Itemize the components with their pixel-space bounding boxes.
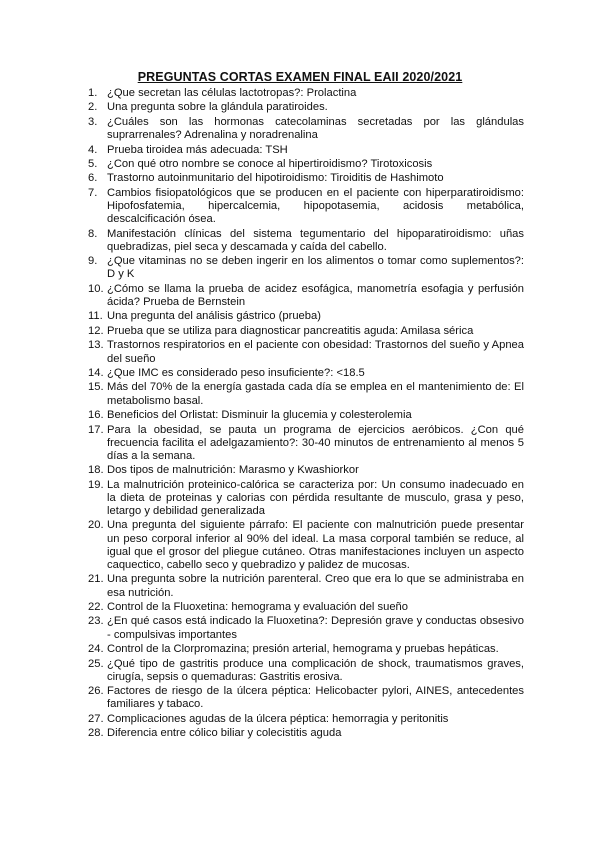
question-item — [88, 367, 524, 380]
question-item — [88, 325, 524, 338]
question-number: 5. — [88, 157, 98, 170]
question-item — [88, 643, 524, 656]
question-number: 7. — [88, 186, 98, 199]
question-text: Prueba tiroidea más adecuada: TSH — [107, 143, 288, 156]
question-item — [88, 158, 524, 171]
question-number: 15. — [88, 381, 104, 394]
question-item — [88, 464, 524, 477]
question-item — [88, 424, 524, 463]
question-number: 9. — [88, 255, 98, 268]
question-text: Manifestación clínicas del sistema tegumentario del hipoparatiroidismo: uñas quebradizas, piel seca y descamada y caída del cabello. — [107, 227, 524, 253]
question-number: 20. — [88, 519, 104, 532]
question-number: 16. — [88, 409, 104, 422]
question-number: 25. — [88, 657, 104, 670]
question-text: La malnutrición proteinico-calórica se caracteriza por: Un consumo inadecuado en la dieta de proteinas y calorias con pérdida resultante de musculo, grasa y peso, letargo y debilidad generalizada — [107, 478, 524, 518]
question-text: ¿Qué tipo de gastritis produce una complicación de shock, traumatismos graves, cirugía, sepsis o quemaduras: Gastritis erosiva. — [107, 657, 524, 683]
question-text: ¿Con qué otro nombre se conoce al hipertiroidismo? Tirotoxicosis — [107, 157, 433, 170]
page-title: PREGUNTAS CORTAS EXAMEN FINAL EAII 2020/2021 — [137, 70, 463, 84]
question-number: 3. — [88, 115, 98, 128]
question-text: Dos tipos de malnutrición: Marasmo y Kwashiorkor — [107, 464, 359, 477]
question-number: 10. — [88, 282, 104, 295]
question-text: ¿Cómo se llama la prueba de acidez esofágica, manometría esofagia y perfusión ácida? Prueba de Bernstein — [107, 282, 524, 309]
question-item — [88, 116, 524, 142]
question-text: Trastornos respiratorios en el paciente con obesidad: Trastornos del sueño y Apnea del sueño — [107, 339, 524, 365]
question-number: 19. — [88, 478, 104, 491]
question-number: 6. — [88, 172, 98, 185]
question-number: 14. — [88, 366, 104, 379]
question-number: 18. — [88, 464, 104, 477]
question-text: Diferencia entre cólico biliar y colecistitis aguda — [107, 727, 342, 740]
question-item — [88, 615, 524, 641]
question-item — [88, 381, 524, 407]
question-text: ¿Cuáles son las hormonas catecolaminas secretadas por las glándulas suprarrenales? Adrenalina y noradrenalina — [107, 115, 524, 142]
question-item — [88, 658, 524, 684]
question-item — [88, 172, 524, 185]
question-number: 21. — [88, 573, 104, 586]
question-text: Prueba que se utiliza para diagnosticar pancreatitis aguda: Amilasa sérica — [107, 324, 474, 337]
question-item — [88, 339, 524, 365]
question-number: 27. — [88, 712, 104, 725]
question-number: 4. — [88, 143, 98, 156]
question-text: ¿Que secretan las células lactotropas?: Prolactina — [107, 87, 357, 99]
question-item — [88, 255, 524, 281]
question-item — [88, 601, 524, 614]
question-item — [88, 87, 524, 100]
question-number: 2. — [88, 101, 98, 114]
question-number: 12. — [88, 324, 104, 337]
question-text: ¿Que IMC es considerado peso insuficiente?: <18.5 — [107, 366, 365, 379]
question-text: Beneficios del Orlistat: Disminuir la glucemia y colesterolemia — [107, 409, 412, 422]
question-list — [88, 87, 524, 742]
question-item — [88, 573, 524, 599]
question-item — [88, 685, 524, 711]
question-number: 26. — [88, 685, 104, 698]
question-item — [88, 409, 524, 422]
question-number: 1. — [88, 87, 98, 99]
question-text: Para la obesidad, se pauta un programa de ejercicios aeróbicos. ¿Con qué frecuencia facilita el adelgazamiento?: 30-40 minutos de entrenamiento al menos 5 días a la semana. — [107, 423, 524, 462]
question-text: Control de la Fluoxetina: hemograma y evaluación del sueño — [107, 601, 408, 614]
question-number: 24. — [88, 643, 104, 656]
question-text: Cambios fisiopatológicos que se producen en el paciente con hiperparatiroidismo: Hipofosfatemia, hipercalcemia, hipopotasemia, acidosis metabólica, descalcificación ósea. — [107, 186, 524, 226]
question-item — [88, 310, 524, 323]
question-item — [88, 283, 524, 309]
question-item — [88, 727, 524, 740]
question-text: ¿En qué casos está indicado la Fluoxetina?: Depresión grave y conductas obsesivo - compulsivas importantes — [107, 615, 524, 641]
question-item — [88, 479, 524, 518]
question-item — [88, 713, 524, 726]
question-item — [88, 519, 524, 572]
question-item — [88, 187, 524, 226]
question-item — [88, 228, 524, 254]
question-text: Una pregunta sobre la glándula paratiroides. — [107, 101, 328, 114]
question-text: Una pregunta del siguiente párrafo: El paciente con malnutrición puede presentar un peso corporal inferior al 90% del ideal. La masa corporal también se reduce, al igual que el grosor del pliegue cutáneo. Otras manifestaciones incluyen un aspecto caquectico, cabello seco y quebradizo y palidez de mucosas. — [107, 519, 524, 571]
question-text: Una pregunta del análisis gástrico (prueba) — [107, 310, 321, 323]
question-item — [88, 101, 524, 114]
question-item — [88, 144, 524, 157]
question-number: 8. — [88, 227, 98, 240]
question-number: 11. — [88, 310, 103, 323]
question-text: Factores de riesgo de la úlcera péptica: Helicobacter pylori, AINES, antecedentes familiares y tabaco. — [107, 685, 524, 711]
question-text: Complicaciones agudas de la úlcera péptica: hemorragia y peritonitis — [107, 712, 449, 725]
question-text: Trastorno autoinmunitario del hipotiroidismo: Tiroiditis de Hashimoto — [107, 172, 444, 185]
question-text: ¿Que vitaminas no se deben ingerir en los alimentos o tomar como suplementos?: D y K — [107, 255, 524, 281]
question-text: Una pregunta sobre la nutrición parenteral. Creo que era lo que se administraba en esa nutrición. — [107, 573, 524, 599]
question-text: Control de la Clorpromazina; presión arterial, hemograma y pruebas hepáticas. — [107, 643, 499, 656]
question-number: 17. — [88, 423, 104, 436]
question-number: 22. — [88, 601, 104, 614]
question-number: 13. — [88, 339, 104, 352]
question-number: 28. — [88, 727, 104, 740]
question-number: 23. — [88, 615, 104, 628]
question-text: Más del 70% de la energía gastada cada día se emplea en el mantenimiento de: El metabolismo basal. — [107, 381, 524, 407]
